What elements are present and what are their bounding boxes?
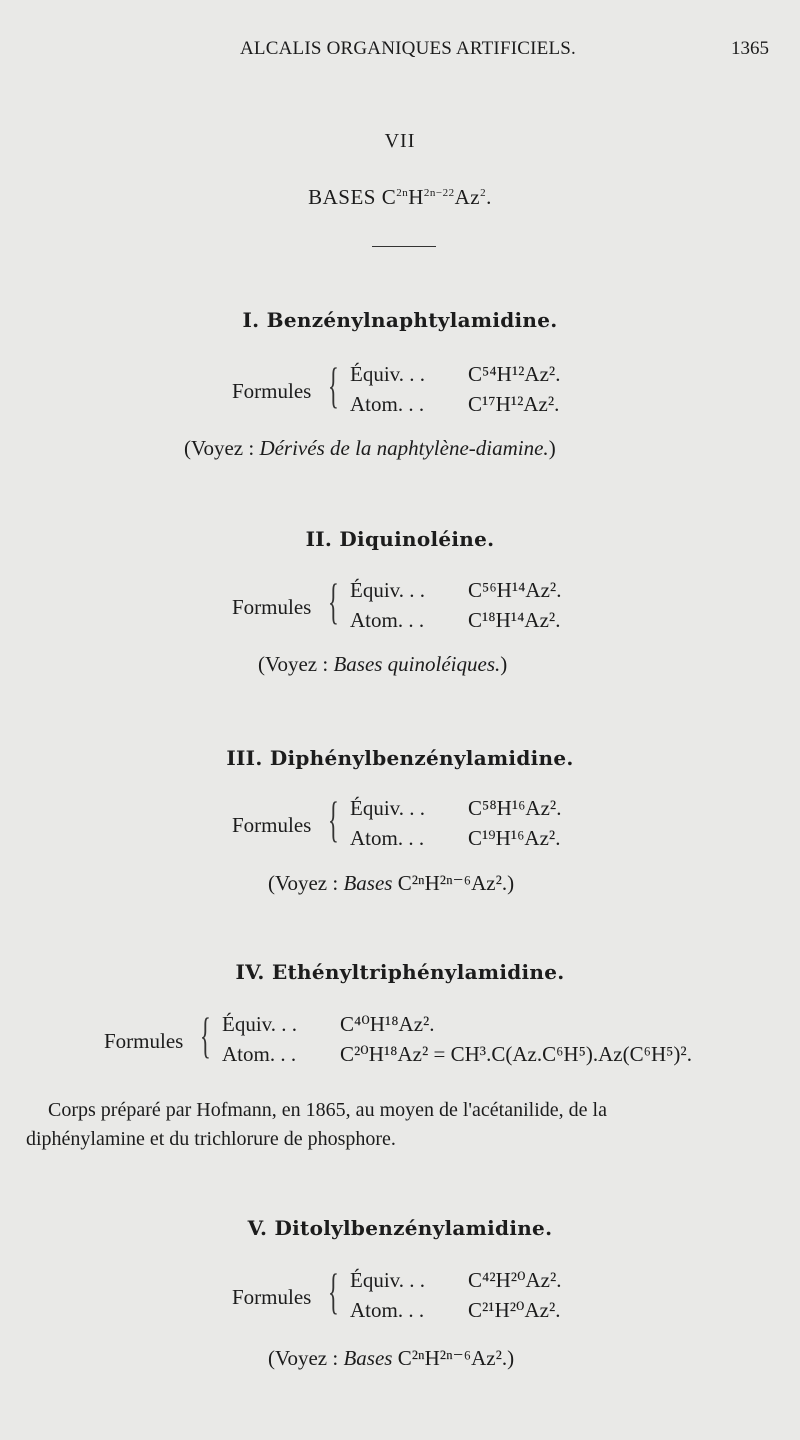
see-also-note: (Voyez : Dérivés de la naphtylène-diamine.) [184, 436, 556, 460]
section-title: I. Benzénylnaphtylamidine. [242, 308, 558, 332]
separator-rule [372, 246, 436, 247]
equiv-label: Équiv. . . [350, 1268, 426, 1292]
brace-icon: { [328, 791, 339, 847]
see-also-note: (Voyez : Bases quinoléiques.) [258, 652, 508, 676]
atom-formula: C²⁰H¹⁸Az² = CH³.C(Az.C⁶H⁵).Az(C⁶H⁵)². [340, 1042, 692, 1066]
atom-label: Atom. . . [350, 608, 425, 632]
formulas-label: Formules [232, 379, 312, 403]
paragraph-line: diphénylamine et du trichlorure de phosphore. [26, 1128, 396, 1150]
atom-formula: C²¹H²⁰Az². [468, 1298, 561, 1322]
brace-icon: { [328, 573, 339, 629]
paragraph-line: Corps préparé par Hofmann, en 1865, au moyen de l'acétanilide, de la [48, 1099, 607, 1121]
atom-label: Atom. . . [350, 1298, 425, 1322]
see-also-note: (Voyez : Bases C²ⁿH²ⁿ⁻⁶Az².) [268, 871, 515, 895]
formulas-label: Formules [232, 595, 312, 619]
equiv-formula: C⁵⁸H¹⁶Az². [468, 796, 562, 820]
atom-label: Atom. . . [350, 392, 425, 416]
formulas-label: Formules [104, 1029, 184, 1053]
equiv-label: Équiv. . . [222, 1012, 298, 1036]
equiv-formula: C⁵⁴H¹²Az². [468, 362, 561, 386]
formulas-block [232, 357, 632, 422]
running-head: ALCALIS ORGANIQUES ARTIFICIELS. [240, 38, 576, 59]
equiv-label: Équiv. . . [350, 362, 426, 386]
formulas-block [104, 1007, 764, 1072]
page-number: 1365 [731, 38, 769, 59]
atom-formula: C¹⁸H¹⁴Az². [468, 608, 561, 632]
formulas-label: Formules [232, 1285, 312, 1309]
atom-formula: C¹⁹H¹⁶Az². [468, 826, 561, 850]
formulas-block [232, 573, 632, 638]
formulas-block [232, 791, 632, 856]
section-title: III. Diphénylbenzénylamidine. [226, 746, 574, 770]
series-heading: BASES $C^{2n}H^{2n-22}Az^2$. [308, 185, 492, 209]
formulas-label: Formules [232, 813, 312, 837]
equiv-label: Équiv. . . [350, 796, 426, 820]
equiv-formula: C⁴⁰H¹⁸Az². [340, 1012, 435, 1036]
brace-icon: { [328, 357, 339, 413]
equiv-formula: C⁴²H²⁰Az². [468, 1268, 562, 1292]
description-paragraph [26, 1096, 774, 1154]
see-also-note: (Voyez : Bases C²ⁿH²ⁿ⁻⁶Az².) [268, 1346, 515, 1370]
brace-icon: { [328, 1263, 339, 1319]
chapter-number: VII [384, 130, 416, 152]
section-title: IV. Ethényltriphénylamidine. [235, 960, 565, 984]
atom-label: Atom. . . [350, 826, 425, 850]
equiv-formula: C⁵⁶H¹⁴Az². [468, 578, 562, 602]
section-title: II. Diquinoléine. [305, 527, 495, 551]
brace-icon: { [200, 1007, 211, 1063]
atom-label: Atom. . . [222, 1042, 297, 1066]
formulas-block [232, 1263, 632, 1328]
atom-formula: C¹⁷H¹²Az². [468, 392, 560, 416]
section-title: V. Ditolylbenzénylamidine. [247, 1216, 553, 1240]
equiv-label: Équiv. . . [350, 578, 426, 602]
